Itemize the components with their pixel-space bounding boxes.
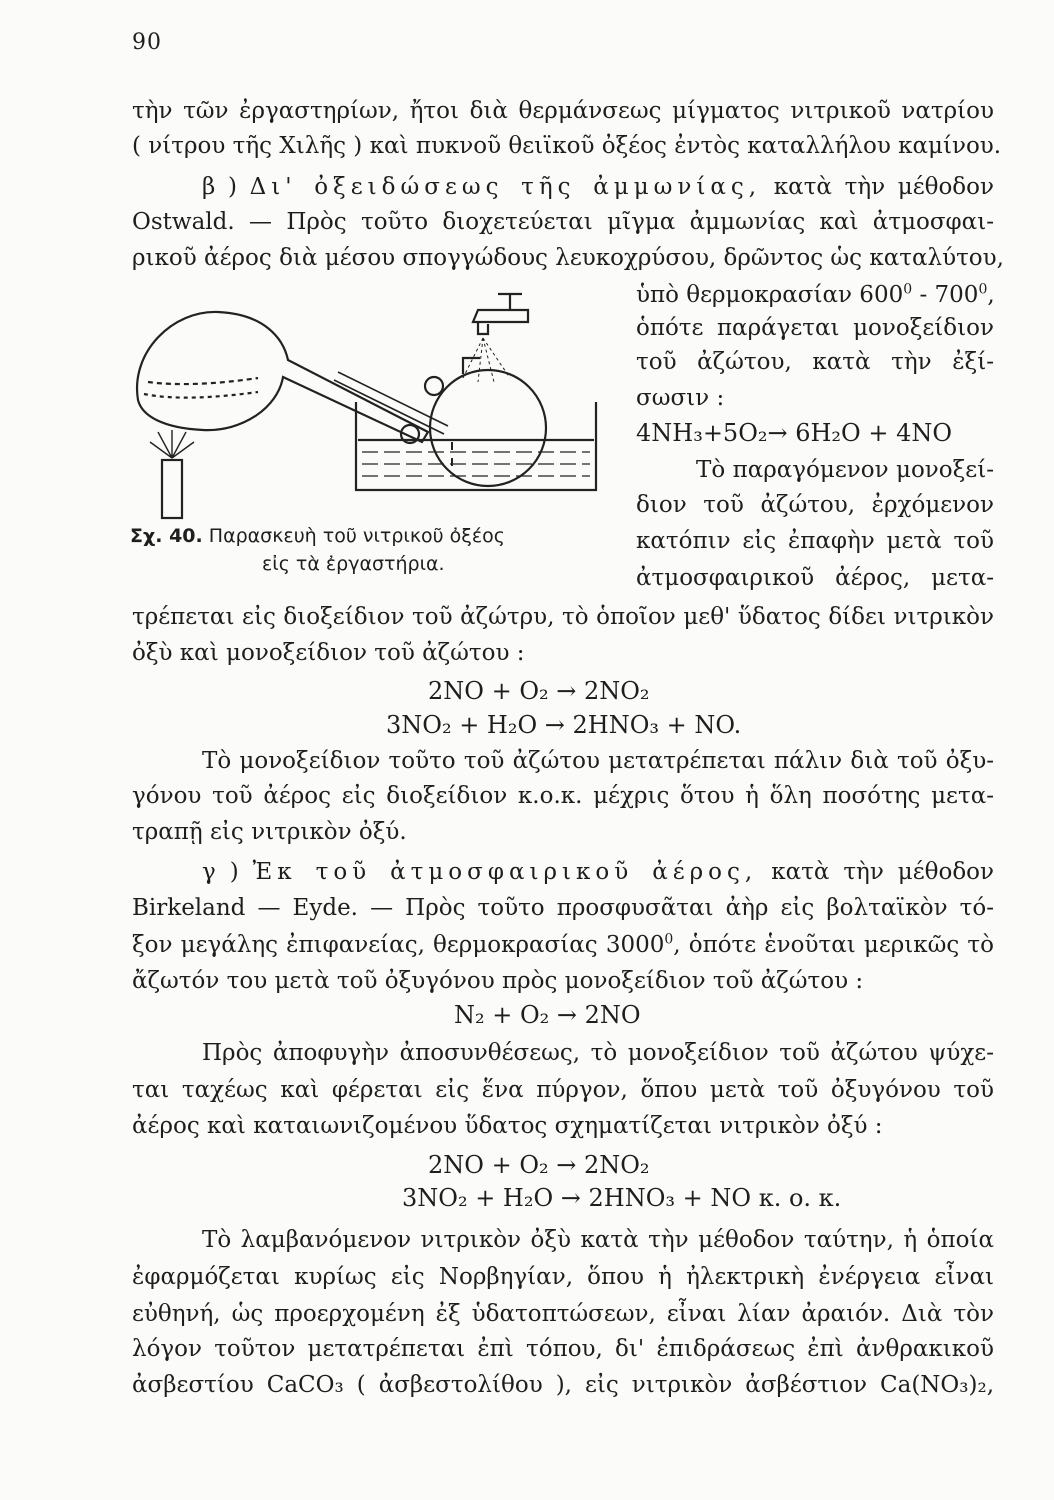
equation-nitrogen-oxygen: N₂ + O₂ → 2NO [454, 1001, 641, 1029]
text-line: ( νίτρου τῆς Χιλῆς ) καὶ πυκνοῦ θειϊκοῦ ὀξέος ἐντὸς καταλλήλου καμίνου. [132, 133, 1002, 159]
text-line: σωσιν : [636, 385, 725, 411]
text-line: ὑπὸ θερμοκρασίαν $600^0 - 700^0$, [636, 281, 995, 308]
text-line: ἄζωτόν του μετὰ τοῦ ὀξυγόνου πρὸς μονοξείδιον τοῦ ἀζώτου : [132, 968, 864, 994]
figure-nitric-acid-apparatus [118, 282, 628, 522]
figure-caption-line-1: Παρασκευὴ τοῦ νιτρικοῦ ὀξέος [208, 525, 505, 547]
text-line: λόγον τοῦτον μετατρέπεται ἐπὶ τόπου, δι' ἐπιδράσεως ἐπὶ ἀνθρακικοῦ [132, 1336, 994, 1362]
text-line: Τὸ μονοξείδιον τοῦτο τοῦ ἀζώτου μετατρέπεται πάλιν διὰ τοῦ ὀξυ- [202, 748, 994, 774]
equation-no2-hydration-2: 3NO₂ + H₂O → 2HNO₃ + NO κ. ο. κ. [402, 1184, 842, 1212]
section-c-first-line [132, 857, 994, 887]
section-marker: β ) [202, 174, 250, 200]
text-line: τραπῇ εἰς νιτρικὸν ὀξύ. [132, 819, 407, 845]
text-line: ἀτμοσφαιρικοῦ ἀέρος, μετα- [636, 565, 994, 591]
text-line: Πρὸς ἀποφυγὴν ἀποσυνθέσεως, τὸ μονοξείδιον τοῦ ἀζώτου ψύχε- [202, 1040, 994, 1066]
section-heading: Δι' ὀξειδώσεως τῆς ἀμμωνίας, [249, 174, 762, 200]
figure-caption [130, 522, 630, 578]
text-line: Birkeland — Eyde. — Πρὸς τοῦτο προσφυσᾶται ἀὴρ εἰς βολταϊκὸν τό- [132, 895, 994, 921]
equation-no2-hydration: 3NO₂ + H₂O → 2HNO₃ + NO. [386, 711, 742, 739]
figure-label: Σχ. 40. [130, 525, 203, 547]
text-line: κατόπιν εἰς ἐπαφὴν μετὰ τοῦ [636, 528, 994, 554]
equation-no-oxidation: 2NO + O₂ → 2NO₂ [428, 677, 650, 705]
text-line: ἐφαρμόζεται κυρίως εἰς Νορβηγίαν, ὅπου ἡ ἠλεκτρικὴ ἐνέργεια εἶναι [132, 1264, 994, 1290]
text-line: διον τοῦ ἀζώτου, ἐρχόμενον [636, 492, 994, 518]
text-line: ται ταχέως καὶ φέρεται εἰς ἕνα πύργον, ὅπου μετὰ τοῦ ὀξυγόνου τοῦ [132, 1077, 994, 1103]
text-line: ἀσβεστίου CaCO₃ ( ἀσβεστολίθου ), εἰς νιτρικὸν ἀσβέστιον Ca(NO₃)₂, [132, 1372, 994, 1398]
section-b-first-line [132, 172, 994, 202]
text-line: τοῦ ἀζώτου, κατὰ τὴν ἐξί- [636, 349, 994, 375]
section-marker: γ ) [202, 859, 253, 885]
equation-ammonia-oxidation: 4NH₃+5O₂→ 6H₂O + 4NO [636, 419, 953, 447]
page-number: 90 [132, 30, 162, 55]
text-line: Τὸ παραγόμενον μονοξεί- [696, 457, 994, 483]
text-line: Τὸ λαμβανόμενον νιτρικὸν ὀξὺ κατὰ τὴν μέθοδον ταύτην, ἡ ὁποία [202, 1227, 994, 1253]
text-line: τὴν τῶν ἐργαστηρίων, ἤτοι διὰ θερμάνσεως μίγματος νιτρικοῦ νατρίου [132, 98, 994, 124]
text-span: κατὰ τὴν μέθοδον [757, 859, 994, 885]
text-line: ἀέρος καὶ καταιωνιζομένου ὕδατος σχηματίζεται νιτρικὸν ὀξύ : [132, 1113, 883, 1139]
text-line: τρέπεται εἰς διοξείδιον τοῦ ἀζώτρυ, τὸ ὁποῖον μεθ' ὕδατος δίδει νιτρικὸν [132, 604, 994, 630]
text-line: ὀξὺ καὶ μονοξείδιον τοῦ ἀζώτου : [132, 640, 525, 666]
apparatus-illustration [118, 282, 628, 522]
figure-caption-line-2: εἰς τὰ ἐργαστήρια. [262, 553, 445, 575]
text-line: Ostwald. — Πρὸς τοῦτο διοχετεύεται μῖγμα ἀμμωνίας καὶ ἀτμοσφαι- [132, 209, 994, 235]
text-line: ὁπότε παράγεται μονοξείδιον [636, 315, 994, 341]
section-heading: Ἐκ τοῦ ἀτμοσφαιρικοῦ ἀέρος, [252, 859, 758, 885]
text-line: εὐθηνή, ὡς προερχομένη ἐξ ὑδατοπτώσεων, εἶναι λίαν ἀραιόν. Διὰ τὸν [132, 1301, 994, 1327]
text-line: ρικοῦ ἀέρος διὰ μέσου σπογγώδους λευκοχρύσου, δρῶντος ὡς καταλύτου, [132, 245, 1004, 271]
equation-no-oxidation-2: 2NO + O₂ → 2NO₂ [428, 1151, 650, 1179]
text-line: γόνου τοῦ ἀέρος εἰς διοξείδιον κ.ο.κ. μέχρις ὅτου ἡ ὅλη ποσότης μετα- [132, 783, 994, 809]
text-line: ξον μεγάλης ἐπιφανείας, θερμοκρασίας 3000$^0$, ὁπότε ἑνοῦται μερικῶς τὸ [132, 931, 995, 958]
text-span: κατὰ τὴν μέθοδον [761, 174, 994, 200]
